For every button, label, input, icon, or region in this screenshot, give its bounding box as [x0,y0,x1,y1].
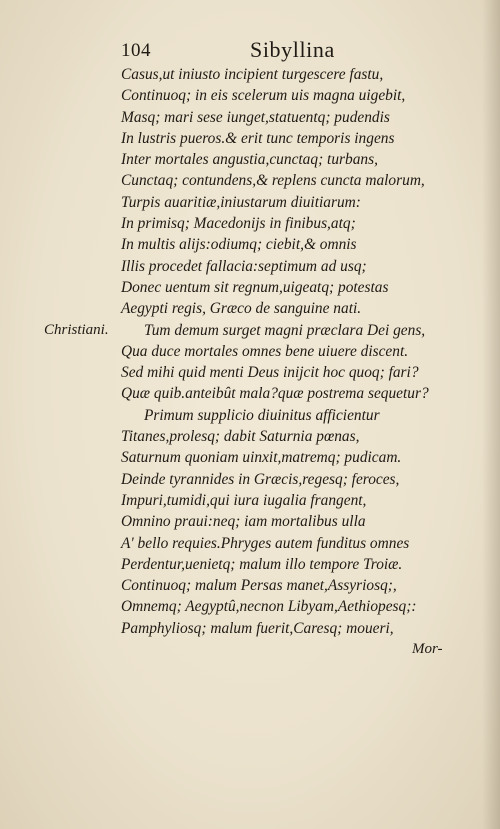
verse-line [0,596,500,617]
verse-line-text: Pamphyliosq; malum fuerit,Caresq; moueri, [121,619,394,637]
verse-line [0,64,500,85]
verse-line [0,234,500,255]
verse-line-text: Primum supplicio diuinitus afficientur [144,406,380,424]
verse-line [0,107,500,128]
verse-line-text: Cunctaq; contundens,& replens cuncta malorum, [121,172,425,190]
verse-line-text: Turpis auaritiæ,iniustarum diuitiarum: [121,193,361,211]
verse-line-text: Donec uentum sit regnum,uigeatq; potestas [121,278,389,296]
verse-line-text: Saturnum quoniam uinxit,matremq; pudicam. [121,449,402,467]
verse-line [0,405,500,426]
catchword-line [0,639,500,660]
verse-line-text: Inter mortales angustia,cunctaq; turbans, [121,151,378,169]
verse-line [0,149,500,170]
verse-line [0,85,500,106]
verse-line-text: Quæ quib.anteibût mala?quæ postrema sequetur? [121,385,429,403]
verse-line [0,298,500,319]
verse-line [0,618,500,639]
verse-line [0,383,500,404]
verse-line [0,277,500,298]
verse-line [0,362,500,383]
verse-line-text: Continuoq; in eis scelerum uis magna uigebit, [121,87,406,105]
verse-line [0,490,500,511]
verse-line-text: In multis alijs:odiumq; ciebit,& omnis [121,236,357,254]
verse-line [0,256,500,277]
verse-line-text: Continuoq; malum Persas manet,Assyriosq;, [121,577,397,595]
verse-line-text: Qua duce mortales omnes bene uiuere discent. [121,342,409,360]
margin-note: Christiani. [44,321,109,338]
verse-line-text: Aegypti regis, Græco de sanguine nati. [121,300,362,318]
page-number: 104 [121,40,151,61]
running-title: Sibyllina [250,37,335,62]
verse-line [0,469,500,490]
verse-line-text: Masq; mari sese iunget,statuentq; pudendis [121,108,390,126]
verse-line [0,426,500,447]
verse-line [0,554,500,575]
verse-line-text: Casus,ut iniusto incipient turgescere fastu, [121,66,384,83]
verse-line-text: Impuri,tumidi,qui iura iugalia frangent, [121,491,367,509]
catchword: Mor- [412,641,443,658]
verse-line [0,447,500,468]
verse-line [0,511,500,532]
verse-line [0,320,500,341]
verse-line-text: Perdentur,uenietq; malum illo tempore Troiæ. [121,555,403,573]
verse-line [0,170,500,191]
verse-line [0,213,500,234]
verse-line-text: In lustris pueros.& erit tunc temporis ingens [121,129,395,147]
verse-line-text: Sed mihi quid menti Deus inijcit hoc quoq; fari? [121,364,419,382]
verse-line-text: In primisq; Macedonijs in finibus,atq; [121,215,356,233]
verse-line [0,192,500,213]
verse-line-text: Titanes,prolesq; dabit Saturnia pœnas, [121,428,360,446]
verse-line [0,341,500,362]
verse-line [0,575,500,596]
verse-line-text: Tum demum surget magni præclara Dei gens, [144,321,426,339]
verse-line-text: Omnino praui:neq; iam mortalibus ulla [121,513,366,531]
verse-body [0,64,500,660]
verse-line-text: Omnemq; Aegyptû,necnon Libyam,Aethiopesq;: [121,598,417,616]
verse-line [0,533,500,554]
verse-line-text: Illis procedet fallacia:septimum ad usq; [121,257,367,275]
verse-line-text: Deinde tyrannides in Græcis,regesq; feroces, [121,470,400,488]
verse-line-text: A' bello requies.Phryges autem funditus omnes [121,534,410,552]
verse-line [0,128,500,149]
